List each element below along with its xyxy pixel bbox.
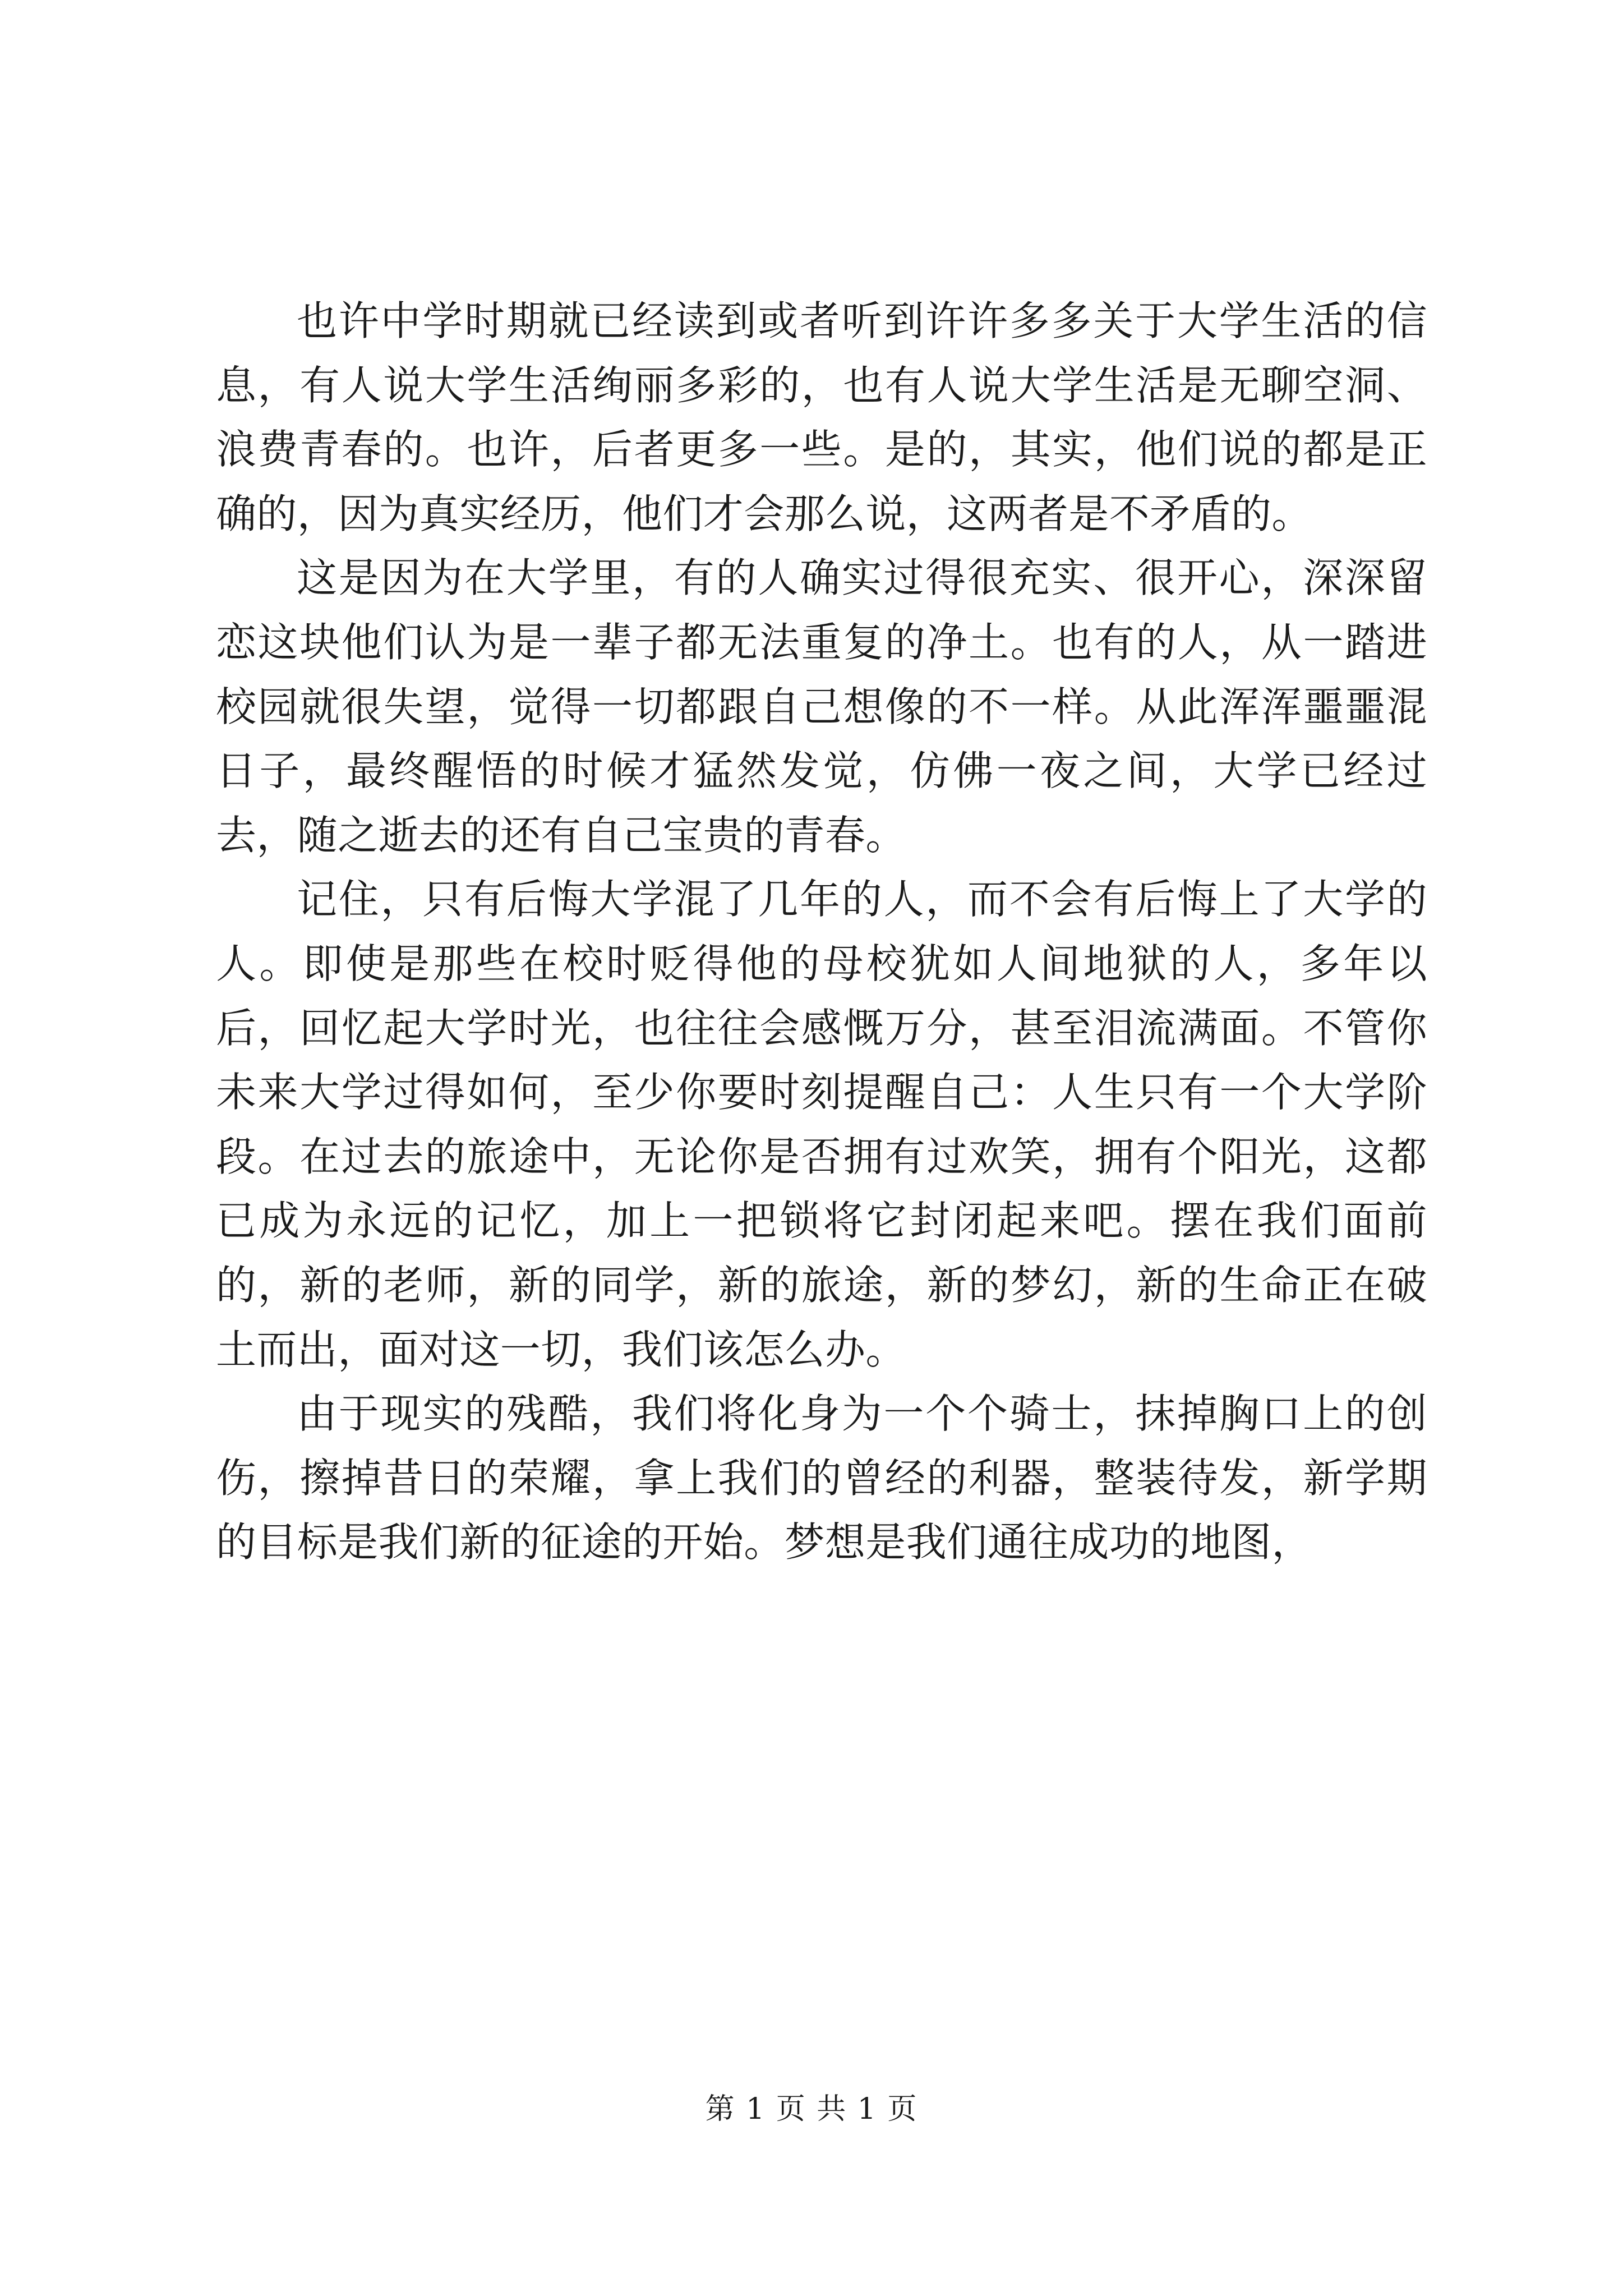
paragraph: 这是因为在大学里，有的人确实过得很充实、很开心，深深留恋这块他们认为是一辈子都无法重复的净土。也有的人，从一踏进校园就很失望，觉得一切都跟自己想像的不一样。从此浑浑噩噩混日子，最终醒悟的时候才猛然发觉，仿佛一夜之间，大学已经过去，随之逝去的还有自己宝贵的青春。 <box>216 554 1427 859</box>
paragraph: 由于现实的残酷，我们将化身为一个个骑士，抹掉胸口上的创伤，擦掉昔日的荣耀，拿上我们的曾经的利器，整装待发，新学期的目标是我们新的征途的开始。梦想是我们通往成功的地图， <box>216 1390 1427 1566</box>
paragraph: 也许中学时期就已经读到或者听到许许多多关于大学生活的信息，有人说大学生活绚丽多彩的，也有人说大学生活是无聊空洞、浪费青春的。也许，后者更多一些。是的，其实，他们说的都是正确的，因为真实经历，他们才会那么说，这两者是不矛盾的。 <box>216 297 1427 537</box>
document-body <box>216 289 1427 1575</box>
paragraph: 记住，只有后悔大学混了几年的人，而不会有后悔上了大学的人。即使是那些在校时贬得他的母校犹如人间地狱的人，多年以后，回忆起大学时光，也往往会感慨万分，甚至泪流满面。不管你未来大学过得如何，至少你要时刻提醒自己：人生只有一个大学阶段。在过去的旅途中，无论你是否拥有过欢笑，拥有个阳光，这都已成为永远的记忆，加上一把锁将它封闭起来吧。摆在我们面前的，新的老师，新的同学，新的旅途，新的梦幻，新的生命正在破土而出，面对这一切，我们该怎么办。 <box>216 876 1427 1373</box>
page-number-footer: 第 1 页 共 1 页 <box>705 2092 918 2126</box>
